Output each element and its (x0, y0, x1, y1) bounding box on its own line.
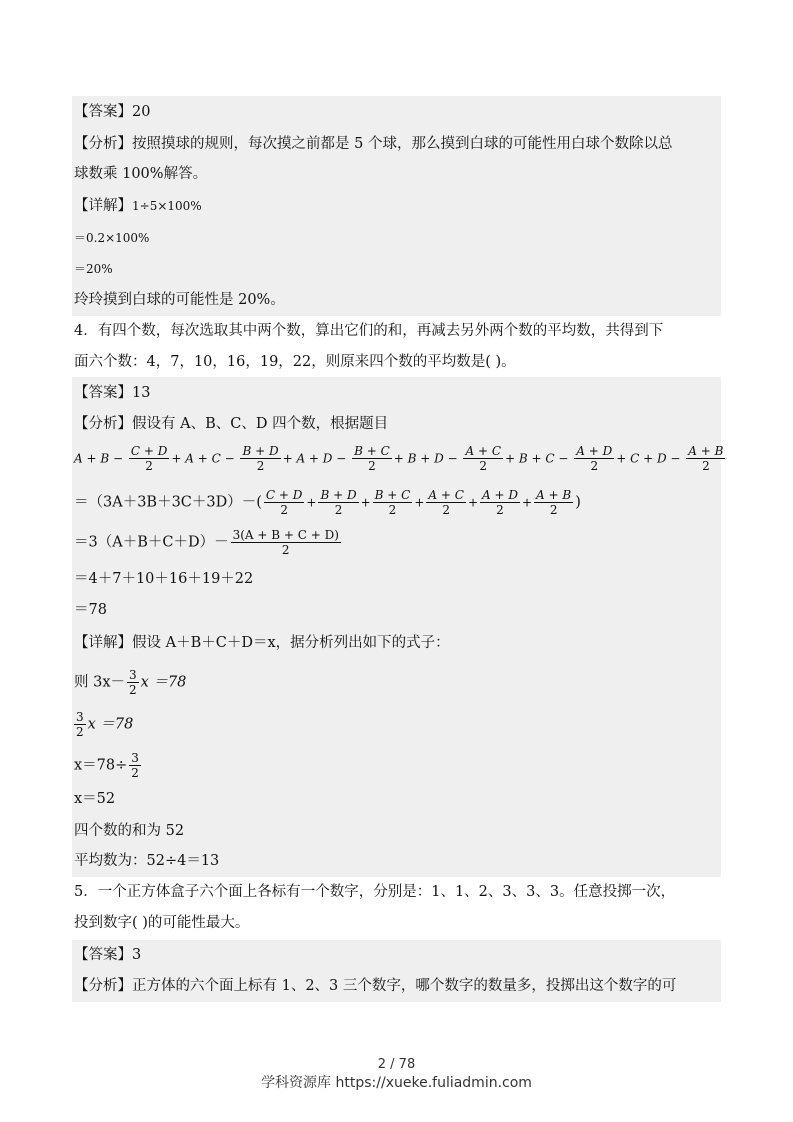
expr-term-fraction (574, 444, 614, 473)
detail2-suffix: x ＝78 (140, 674, 187, 691)
q4-detail-line4 (74, 751, 143, 780)
q4-detail-line6: 四个数的和为 52 (74, 823, 185, 839)
detail4-fraction (129, 751, 141, 780)
denominator: 2 (129, 683, 137, 697)
numerator: A + C (428, 488, 464, 502)
line3-suffix: ) (575, 494, 581, 511)
detail4-prefix: x＝78÷ (74, 757, 128, 774)
q3-detail-line2: ＝0.2×100% (74, 231, 150, 245)
q5-question-line1: 5．一个正方体盒子六个面上各标有一个数字，分别是：1、1、2、3、3、3。任意投掷一次， (74, 884, 676, 900)
numerator: B + C (354, 444, 390, 458)
q3-conclusion: 玲玲摸到白球的可能性是 20%。 (74, 292, 285, 308)
line3-fraction (480, 488, 520, 517)
plus-sign: + (414, 495, 425, 510)
detail-expr: 1÷5×100% (132, 199, 202, 213)
line3-fraction (264, 488, 305, 517)
numerator: 3 (76, 710, 84, 724)
q4-analysis-line4 (74, 528, 343, 557)
expr-term-prefix: + A + D − (282, 451, 351, 466)
q4-detail-line3 (74, 710, 133, 739)
line4-numerator: 3(A + B + C + D) (232, 528, 339, 542)
detail-label: 【详解】 (74, 198, 132, 214)
q5-analysis-line1: 【分析】正方体的六个面上标有 1、2、3 三个数字，哪个数字的数量多，投掷出这个数字的可 (74, 978, 677, 994)
numerator: A + D (576, 444, 613, 458)
page-number: 2 / 78 (377, 1057, 416, 1072)
denominator: 2 (590, 459, 599, 473)
expr-term-prefix: + B + C − (505, 451, 573, 466)
numerator: A + B (536, 488, 572, 502)
q3-analysis-line1: 【分析】按照摸球的规则，每次摸之前都是 5 个球，那么摸到白球的可能性用白球个数除以总 (74, 136, 673, 152)
denominator: 2 (131, 766, 139, 780)
plus-sign: + (306, 495, 317, 510)
detail2-prefix: 则 3x－ (74, 674, 126, 691)
numerator: B + D (320, 488, 357, 502)
expr-term-prefix: + A + C − (171, 451, 239, 466)
q4-detail-line5: x＝52 (74, 791, 116, 807)
detail3-suffix: x ＝78 (87, 716, 134, 733)
denominator: 2 (442, 503, 450, 517)
line3-fraction (318, 488, 358, 517)
q5-answer: 【答案】3 (74, 947, 142, 963)
numerator: 3 (131, 751, 139, 765)
expr-term-fraction (352, 444, 392, 473)
denominator: 2 (496, 503, 504, 517)
numerator: A + D (482, 488, 518, 502)
plus-sign: + (360, 495, 371, 510)
expr-term-fraction (129, 444, 170, 473)
q4-analysis-line1: 【分析】假设有 A、B、C、D 四个数，根据题目 (74, 416, 389, 432)
plus-sign: + (521, 495, 533, 510)
detail3-fraction (74, 710, 86, 739)
expr-term-prefix: + C + D − (616, 451, 685, 466)
denominator: 2 (145, 459, 153, 473)
expr-term-prefix: A + B − (74, 451, 127, 466)
q4-detail-line2 (74, 668, 186, 697)
numerator: B + C (374, 488, 411, 502)
denominator: 2 (256, 459, 265, 473)
line3-fraction (426, 488, 466, 517)
q4-analysis-line6: ＝78 (74, 602, 107, 618)
q4-analysis-line3 (74, 488, 581, 517)
numerator: A + B (688, 444, 724, 458)
q4-detail-line1: 【详解】假设 A＋B＋C＋D＝x，据分析列出如下的式子： (74, 635, 450, 651)
numerator: 3 (129, 668, 137, 682)
plus-sign: + (467, 495, 478, 510)
line3-fraction (373, 488, 413, 517)
source-watermark: 学科资源库 https://xueke.fuliadmin.com (261, 1075, 532, 1091)
line4-prefix: ＝3（A＋B＋C＋D）－ (74, 534, 229, 551)
denominator: 2 (280, 503, 288, 517)
denominator: 2 (702, 459, 710, 473)
line4-fraction (231, 528, 341, 557)
numerator: C + D (130, 444, 168, 458)
q3-detail-line1 (74, 196, 202, 216)
numerator: B + D (242, 444, 279, 458)
denominator: 2 (388, 503, 397, 517)
numerator: A + C (465, 444, 502, 458)
expr-term-fraction (686, 444, 725, 473)
denominator: 2 (549, 503, 558, 517)
numerator: C + D (265, 488, 303, 502)
q3-detail-line3: ＝20% (74, 262, 113, 276)
q4-question-line2: 面六个数：4，7，10，16，19，22，则原来四个数的平均数是( )。 (74, 354, 516, 370)
q4-analysis-expression (74, 444, 727, 473)
denominator: 2 (368, 459, 376, 473)
line3-fraction (534, 488, 573, 517)
line3-prefix: ＝（3A＋3B＋3C＋3D）－( (74, 494, 262, 511)
denominator: 2 (479, 459, 488, 473)
q3-analysis-line2: 球数乘 100%解答。 (74, 166, 208, 182)
detail2-fraction (127, 668, 139, 697)
q4-detail-line7: 平均数为：52÷4＝13 (74, 853, 220, 869)
q4-answer: 【答案】13 (74, 385, 151, 401)
q4-analysis-line5: ＝4＋7＋10＋16＋19＋22 (74, 571, 254, 587)
expr-term-fraction (463, 444, 503, 473)
denominator: 2 (334, 503, 343, 517)
q5-question-line2: 投到数字( )的可能性最大。 (74, 915, 250, 931)
q3-answer: 【答案】20 (74, 104, 151, 120)
q4-question-line1: 4．有四个数，每次选取其中两个数，算出它们的和，再减去另外两个数的平均数，共得到下 (74, 323, 664, 339)
denominator: 2 (76, 725, 84, 739)
line4-denominator: 2 (281, 543, 290, 557)
expr-term-prefix: + B + D − (393, 451, 462, 466)
expr-term-fraction (240, 444, 280, 473)
